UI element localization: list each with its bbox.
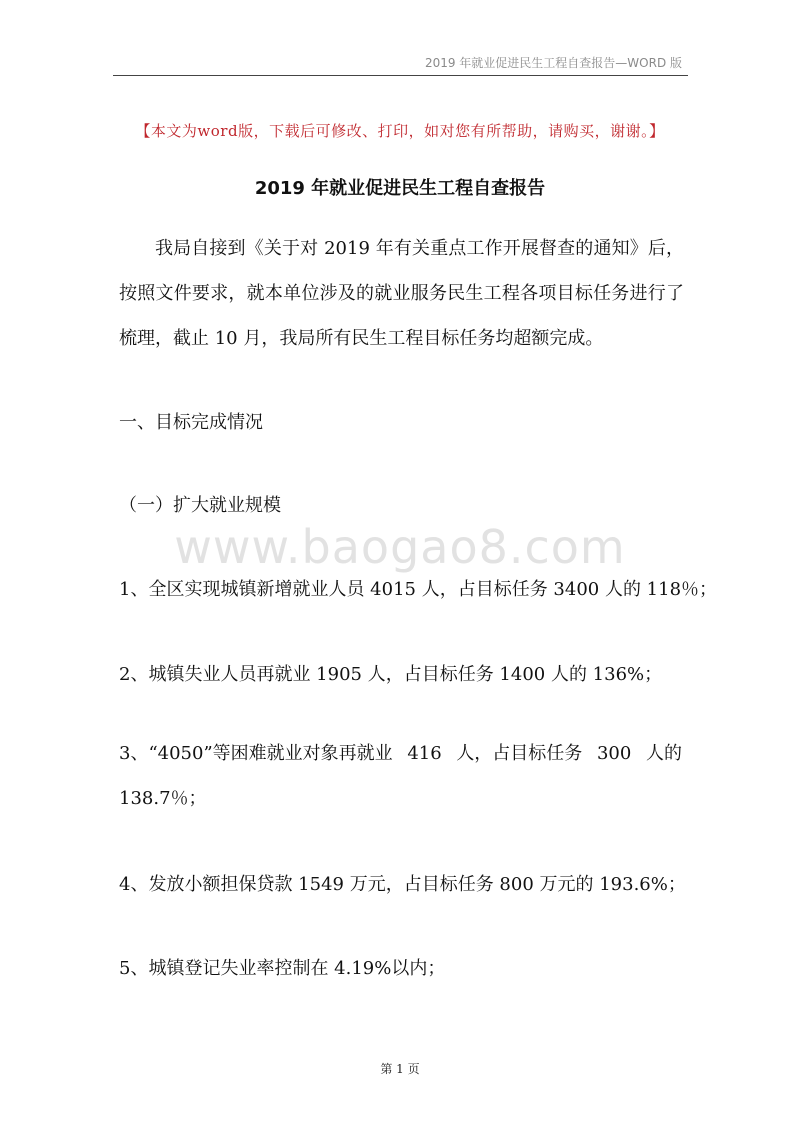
section-heading: 一、目标完成情况	[119, 412, 263, 433]
list-item: 2、城镇失业人员再就业 1905 人，占目标任务 1400 人的 136%；	[119, 664, 663, 685]
list-item-segment: 人的	[645, 743, 682, 764]
list-item-segment: 416	[407, 743, 442, 764]
intro-paragraph: 我局自接到《关于对 2019 年有关重点工作开展督查的通知》后，按照文件要求，就本单位涉及的就业服务民生工程各项目标任务进行了梳理，截止 10 月，我局所有民生工程目标任务均超额完成。	[119, 238, 684, 349]
list-item-segment: 300	[596, 743, 632, 764]
watermark-text: www.baogao8.com	[174, 520, 626, 574]
header-divider	[113, 75, 688, 76]
document-title: 2019 年就业促进民生工程自查报告	[254, 178, 546, 199]
list-item-segment: 3、“4050”等困难就业对象再就业	[119, 743, 393, 764]
list-item-segment: 人，占目标任务	[456, 743, 583, 764]
list-item: 4、发放小额担保贷款 1549 万元，占目标任务 800 万元的 193.6%；	[119, 874, 686, 895]
list-item-line: 138.7％；	[119, 788, 207, 809]
list-item: 5、城镇登记失业率控制在 4.19%以内；	[119, 958, 446, 979]
list-item	[119, 731, 682, 821]
list-item-line	[119, 731, 682, 776]
list-item: 1、全区实现城镇新增就业人员 4015 人，占目标任务 3400 人的 118％；	[119, 579, 718, 600]
running-header: 2019 年就业促进民生工程自查报告—WORD 版	[424, 56, 682, 70]
page-number: 第 1 页	[380, 1062, 420, 1076]
subsection-heading: （一）扩大就业规模	[119, 495, 281, 516]
purchase-notice: 【本文为word版，下载后可修改、打印，如对您有所帮助，请购买，谢谢。】	[135, 122, 665, 140]
